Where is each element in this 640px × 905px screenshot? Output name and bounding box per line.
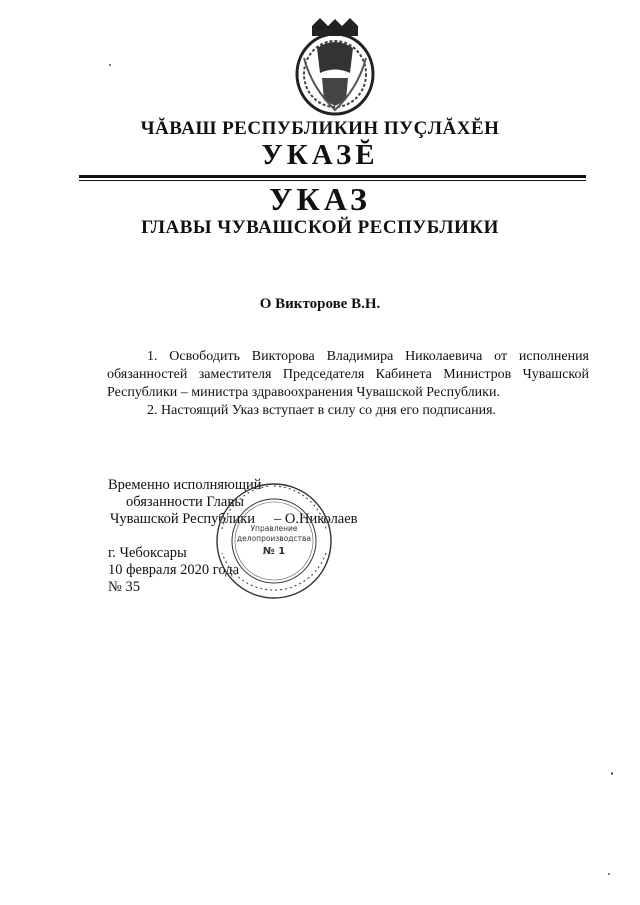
chuvash-coat-of-arms-emblem <box>292 18 378 118</box>
russian-decree-word: УКАЗ <box>269 181 371 217</box>
paragraph-2: 2. Настоящий Указ вступает в силу со дня его подписания. <box>147 403 497 418</box>
document-title: О Викторове В.Н. <box>259 296 381 312</box>
stamp-center-number: № 1 <box>262 546 286 557</box>
header-divider-thick <box>79 175 586 178</box>
issue-date: 10 февраля 2020 года <box>108 562 240 578</box>
stamp-center-line-2: делопроизводства <box>236 534 312 543</box>
official-stamp-seal <box>214 481 334 601</box>
signature-position-line-1: Временно исполняющий <box>108 477 262 493</box>
paragraph-1: 1. Освободить Викторова Владимира Николаевича от исполнения обязанностей заместителя Председателя Кабинета Министров Чувашской Республики – министра здравоохранения Чувашской Республики. <box>107 349 589 400</box>
signatory-name: – О.Николаев <box>274 511 358 527</box>
document-body <box>107 348 589 420</box>
chuvash-decree-word: УКАЗĔ <box>261 139 379 171</box>
signature-position-line-2: обязанности Главы <box>126 494 244 510</box>
scan-speck <box>608 873 610 875</box>
chuvash-authority-title: ЧĂВАШ РЕСПУБЛИКИН ПУÇЛĂХĔН <box>140 118 500 139</box>
stamp-center-line-1: Управление <box>250 524 298 533</box>
scan-speck <box>611 772 613 775</box>
russian-authority-title: ГЛАВЫ ЧУВАШСКОЙ РЕСПУБЛИКИ <box>141 217 499 238</box>
decree-number: № 35 <box>108 579 140 595</box>
signature-position-line-3: Чувашской Республики <box>110 511 256 527</box>
scan-speck <box>109 64 111 66</box>
issue-city: г. Чебоксары <box>108 545 187 561</box>
